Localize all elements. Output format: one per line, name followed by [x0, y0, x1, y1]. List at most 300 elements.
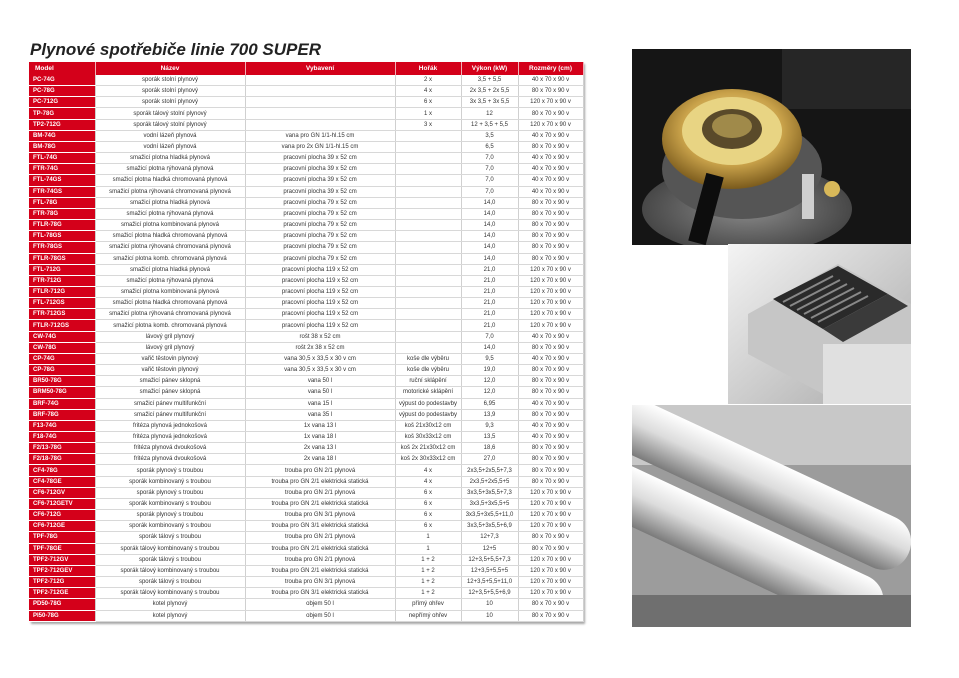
burner-photo	[632, 49, 911, 245]
cell-power: 12+7,3	[461, 532, 518, 543]
cell-equipment: pracovní plocha 79 x 52 cm	[245, 220, 395, 231]
table-row	[29, 197, 583, 208]
cell-burner	[395, 298, 461, 309]
cell-dimensions: 120 x 70 x 90 v	[518, 119, 583, 130]
cell-equipment: trouba pro GN 2/1 plynová	[245, 554, 395, 565]
cell-name: sporák tálový s troubou	[95, 577, 245, 588]
cell-burner: 6 x	[395, 510, 461, 521]
cell-dimensions: 40 x 70 x 90 v	[518, 398, 583, 409]
table-row	[29, 487, 583, 498]
cell-equipment: vana 50 l	[245, 376, 395, 387]
cell-equipment: trouba pro GN 3/1 elektrická statická	[245, 588, 395, 599]
cell-power: 14,0	[461, 208, 518, 219]
cell-equipment: pracovní plocha 119 x 52 cm	[245, 320, 395, 331]
cell-power: 12,0	[461, 376, 518, 387]
cell-dimensions: 40 x 70 x 90 v	[518, 75, 583, 86]
cell-model: CP-78G	[29, 365, 95, 376]
table-row	[29, 130, 583, 141]
cell-name: kotel plynový	[95, 599, 245, 610]
cell-equipment: pracovní plocha 119 x 52 cm	[245, 286, 395, 297]
cell-burner: 6 x	[395, 487, 461, 498]
cell-dimensions: 80 x 70 x 90 v	[518, 108, 583, 119]
cell-equipment: trouba pro GN 2/1 elektrická statická	[245, 565, 395, 576]
cell-name: lávový gril plynový	[95, 342, 245, 353]
cell-burner: 1	[395, 543, 461, 554]
cell-power: 7,0	[461, 153, 518, 164]
table-row	[29, 498, 583, 509]
cell-model: TPF-78G	[29, 532, 95, 543]
cell-model: FTL-74G	[29, 153, 95, 164]
cell-dimensions: 120 x 70 x 90 v	[518, 264, 583, 275]
cell-burner: 4 x	[395, 86, 461, 97]
cell-model: TPF2-712GE	[29, 588, 95, 599]
cell-model: F18-74G	[29, 432, 95, 443]
cell-power: 3,5 + 5,5	[461, 75, 518, 86]
table-row	[29, 510, 583, 521]
cell-name: smažicí plotna hladká plynová	[95, 264, 245, 275]
cell-dimensions: 120 x 70 x 90 v	[518, 487, 583, 498]
table-row	[29, 465, 583, 476]
cell-equipment: 1x vana 18 l	[245, 432, 395, 443]
cell-name: sporák tálový s troubou	[95, 532, 245, 543]
table-row	[29, 532, 583, 543]
cell-model: FTL-78G	[29, 197, 95, 208]
cell-name: vařič těstovin plynový	[95, 365, 245, 376]
table-row	[29, 577, 583, 588]
cell-dimensions: 80 x 70 x 90 v	[518, 220, 583, 231]
cell-burner: 1 + 2	[395, 577, 461, 588]
cell-equipment: vana 35 l	[245, 409, 395, 420]
cell-model: FTR-712GS	[29, 309, 95, 320]
cell-power: 21,0	[461, 298, 518, 309]
cell-dimensions: 80 x 70 x 90 v	[518, 141, 583, 152]
cell-burner: 6 x	[395, 498, 461, 509]
cell-burner: 1 x	[395, 108, 461, 119]
cell-model: BM-78G	[29, 141, 95, 152]
cell-dimensions: 40 x 70 x 90 v	[518, 186, 583, 197]
cell-power: 21,0	[461, 286, 518, 297]
cell-power: 10	[461, 610, 518, 621]
cell-burner: výpust do podestavby	[395, 398, 461, 409]
cell-burner: 1 + 2	[395, 565, 461, 576]
cell-equipment	[245, 108, 395, 119]
cell-equipment: pracovní plocha 39 x 52 cm	[245, 164, 395, 175]
table-row	[29, 231, 583, 242]
cell-model: PC-78G	[29, 86, 95, 97]
cell-name: smažicí plotna hladká chromovaná plynová	[95, 298, 245, 309]
cell-equipment	[245, 119, 395, 130]
cell-dimensions: 120 x 70 x 90 v	[518, 510, 583, 521]
table-row	[29, 275, 583, 286]
cell-name: fritéza plynová jednokošová	[95, 420, 245, 431]
cell-name: smažicí plotna hladká plynová	[95, 197, 245, 208]
cell-power: 21,0	[461, 320, 518, 331]
cell-equipment: vana 30,5 x 33,5 x 30 v cm	[245, 353, 395, 364]
cell-name: sporák kombinovaný s troubou	[95, 521, 245, 532]
cell-dimensions: 40 x 70 x 90 v	[518, 130, 583, 141]
cell-burner: koš 2x 30x33x12 cm	[395, 454, 461, 465]
table-row	[29, 398, 583, 409]
cell-model: FTR-74G	[29, 164, 95, 175]
table-row	[29, 599, 583, 610]
cell-model: CF6-712GE	[29, 521, 95, 532]
cell-burner	[395, 164, 461, 175]
cell-burner	[395, 242, 461, 253]
cell-name: sporák tálový stolní plynový	[95, 108, 245, 119]
table-row	[29, 554, 583, 565]
cell-burner	[395, 220, 461, 231]
cell-burner: 1	[395, 532, 461, 543]
cell-name: smažicí plotna hladká chromovaná plynová	[95, 175, 245, 186]
cell-equipment: objem 50 l	[245, 610, 395, 621]
table-row	[29, 376, 583, 387]
cell-power: 14,0	[461, 220, 518, 231]
cell-burner: 6 x	[395, 97, 461, 108]
cell-dimensions: 80 x 70 x 90 v	[518, 197, 583, 208]
cell-power: 7,0	[461, 186, 518, 197]
table-row	[29, 342, 583, 353]
header-power: Výkon (kW)	[461, 62, 518, 75]
cell-model: PC-74G	[29, 75, 95, 86]
header-dimensions: Rozměry (cm)	[518, 62, 583, 75]
cell-burner: 3 x	[395, 119, 461, 130]
table-row	[29, 387, 583, 398]
table-row	[29, 75, 583, 86]
cell-name: smažicí plotna kombinovaná plynová	[95, 220, 245, 231]
table-row	[29, 409, 583, 420]
cell-power: 13,5	[461, 432, 518, 443]
cell-dimensions: 80 x 70 x 90 v	[518, 610, 583, 621]
cell-model: FTL-712G	[29, 264, 95, 275]
cell-equipment: pracovní plocha 79 x 52 cm	[245, 208, 395, 219]
cell-model: FTL-74GS	[29, 175, 95, 186]
cell-equipment: trouba pro GN 2/1 elektrická statická	[245, 476, 395, 487]
cell-dimensions: 80 x 70 x 90 v	[518, 543, 583, 554]
cell-name: smažicí plotna rýhovaná plynová	[95, 164, 245, 175]
cell-dimensions: 80 x 70 x 90 v	[518, 365, 583, 376]
fryer-basket-photo	[728, 244, 911, 404]
cell-name: smažicí pánev multifunkční	[95, 398, 245, 409]
cell-equipment: trouba pro GN 2/1 elektrická statická	[245, 543, 395, 554]
cell-dimensions: 80 x 70 x 90 v	[518, 86, 583, 97]
table-row	[29, 108, 583, 119]
cell-equipment: trouba pro GN 2/1 plynová	[245, 532, 395, 543]
cell-model: TPF-78GE	[29, 543, 95, 554]
cell-burner	[395, 141, 461, 152]
cell-dimensions: 80 x 70 x 90 v	[518, 387, 583, 398]
cell-burner: 6 x	[395, 521, 461, 532]
table-row	[29, 186, 583, 197]
table-row	[29, 309, 583, 320]
cell-model: CW-78G	[29, 342, 95, 353]
cell-power: 14,0	[461, 197, 518, 208]
cell-model: FTLR-78GS	[29, 253, 95, 264]
table-row	[29, 298, 583, 309]
cell-power: 14,0	[461, 242, 518, 253]
cell-dimensions: 80 x 70 x 90 v	[518, 454, 583, 465]
cell-burner	[395, 186, 461, 197]
cell-power: 14,0	[461, 231, 518, 242]
cell-equipment: trouba pro GN 2/1 plynová	[245, 465, 395, 476]
table-row	[29, 331, 583, 342]
cell-power: 7,0	[461, 164, 518, 175]
table-row	[29, 476, 583, 487]
cell-burner: 1 + 2	[395, 554, 461, 565]
table-row	[29, 119, 583, 130]
cell-power: 12+3,5+5,5+7,3	[461, 554, 518, 565]
cell-model: FTLR-78G	[29, 220, 95, 231]
cell-power: 3x3,5+3x5,5+7,3	[461, 487, 518, 498]
cell-equipment: pracovní plocha 119 x 52 cm	[245, 309, 395, 320]
table-row	[29, 320, 583, 331]
table-row	[29, 588, 583, 599]
cell-dimensions: 80 x 70 x 90 v	[518, 532, 583, 543]
table-row	[29, 220, 583, 231]
cell-model: CF6-712GV	[29, 487, 95, 498]
cell-name: sporák tálový s troubou	[95, 554, 245, 565]
table-body	[29, 75, 583, 621]
cell-burner	[395, 275, 461, 286]
cell-name: smažicí plotna rýhovaná plynová	[95, 208, 245, 219]
cell-dimensions: 120 x 70 x 90 v	[518, 275, 583, 286]
cell-burner	[395, 253, 461, 264]
cell-power: 18,6	[461, 443, 518, 454]
cell-dimensions: 120 x 70 x 90 v	[518, 588, 583, 599]
cell-power: 3x3,5+3x5,5+5	[461, 498, 518, 509]
cell-power: 9,3	[461, 420, 518, 431]
cell-equipment: pracovní plocha 79 x 52 cm	[245, 231, 395, 242]
cell-equipment: trouba pro GN 2/1 plynová	[245, 487, 395, 498]
cell-power: 12	[461, 108, 518, 119]
table-row	[29, 454, 583, 465]
table-row	[29, 264, 583, 275]
cell-equipment: 2x vana 13 l	[245, 443, 395, 454]
cell-dimensions: 40 x 70 x 90 v	[518, 420, 583, 431]
cell-dimensions: 80 x 70 x 90 v	[518, 443, 583, 454]
cell-burner	[395, 342, 461, 353]
cell-name: sporák tálový kombinovaný s troubou	[95, 588, 245, 599]
table-row	[29, 242, 583, 253]
cell-model: F2/18-78G	[29, 454, 95, 465]
cell-equipment: rošt 38 x 52 cm	[245, 331, 395, 342]
cell-dimensions: 80 x 70 x 90 v	[518, 376, 583, 387]
cell-dimensions: 80 x 70 x 90 v	[518, 599, 583, 610]
cell-dimensions: 120 x 70 x 90 v	[518, 565, 583, 576]
cell-equipment: vana pro 2x GN 1/1-hl.15 cm	[245, 141, 395, 152]
table-row	[29, 353, 583, 364]
cell-burner	[395, 130, 461, 141]
cell-power: 12 + 3,5 + 5,5	[461, 119, 518, 130]
cell-name: fritéza plynová dvoukošová	[95, 443, 245, 454]
cell-name: smažicí plotna kombinovaná plynová	[95, 286, 245, 297]
cell-model: CF6-712G	[29, 510, 95, 521]
cell-model: BRF-78G	[29, 409, 95, 420]
cell-equipment: 2x vana 18 l	[245, 454, 395, 465]
cell-dimensions: 80 x 70 x 90 v	[518, 253, 583, 264]
cell-dimensions: 40 x 70 x 90 v	[518, 153, 583, 164]
cell-burner	[395, 320, 461, 331]
header-name: Název	[95, 62, 245, 75]
table-header-row	[29, 62, 583, 75]
cell-burner: 2 x	[395, 75, 461, 86]
cell-burner: 1 + 2	[395, 588, 461, 599]
cell-dimensions: 80 x 70 x 90 v	[518, 476, 583, 487]
cell-model: BRF-74G	[29, 398, 95, 409]
cell-model: CW-74G	[29, 331, 95, 342]
griddle-rollers-photo	[632, 405, 911, 627]
header-burner: Hořák	[395, 62, 461, 75]
product-table-wrapper	[29, 62, 583, 622]
cell-burner: koš 30x33x12 cm	[395, 432, 461, 443]
cell-name: sporák tálový kombinovaný s troubou	[95, 543, 245, 554]
cell-model: BM-74G	[29, 130, 95, 141]
cell-burner: 4 x	[395, 465, 461, 476]
table-row	[29, 208, 583, 219]
cell-dimensions: 120 x 70 x 90 v	[518, 521, 583, 532]
page-title: Plynové spotřebiče linie 700 SUPER	[30, 40, 322, 59]
cell-name: vařič těstovin plynový	[95, 353, 245, 364]
cell-equipment: vana 50 l	[245, 387, 395, 398]
cell-name: sporák kombinovaný s troubou	[95, 476, 245, 487]
cell-name: smažicí plotna komb. chromovaná plynová	[95, 253, 245, 264]
cell-name: vodní lázeň plynová	[95, 141, 245, 152]
cell-power: 7,0	[461, 175, 518, 186]
table-row	[29, 164, 583, 175]
cell-dimensions: 80 x 70 x 90 v	[518, 242, 583, 253]
table-row	[29, 432, 583, 443]
cell-model: TP2-712G	[29, 119, 95, 130]
cell-name: fritéza plynová dvoukošová	[95, 454, 245, 465]
cell-model: BRM50-78G	[29, 387, 95, 398]
table-row	[29, 420, 583, 431]
cell-power: 12+3,5+5,5+5	[461, 565, 518, 576]
header-equipment: Vybavení	[245, 62, 395, 75]
table-row	[29, 521, 583, 532]
cell-burner	[395, 309, 461, 320]
cell-model: F2/13-78G	[29, 443, 95, 454]
cell-equipment	[245, 86, 395, 97]
cell-model: PC-712G	[29, 97, 95, 108]
cell-burner	[395, 286, 461, 297]
cell-name: smažicí plotna rýhovaná plynová	[95, 275, 245, 286]
cell-dimensions: 40 x 70 x 90 v	[518, 331, 583, 342]
table-row	[29, 565, 583, 576]
cell-name: lávový gril plynový	[95, 331, 245, 342]
cell-equipment	[245, 97, 395, 108]
cell-equipment: vana 15 l	[245, 398, 395, 409]
cell-burner: ruční sklápění	[395, 376, 461, 387]
cell-equipment: pracovní plocha 119 x 52 cm	[245, 298, 395, 309]
cell-dimensions: 80 x 70 x 90 v	[518, 208, 583, 219]
cell-name: smažicí pánev multifunkční	[95, 409, 245, 420]
cell-power: 3x3,5+3x5,5+11,0	[461, 510, 518, 521]
cell-name: smažicí plotna komb. chromovaná plynová	[95, 320, 245, 331]
table-row	[29, 365, 583, 376]
table-row	[29, 443, 583, 454]
cell-dimensions: 120 x 70 x 90 v	[518, 320, 583, 331]
cell-model: FTR-712G	[29, 275, 95, 286]
cell-power: 13,9	[461, 409, 518, 420]
cell-dimensions: 40 x 70 x 90 v	[518, 164, 583, 175]
cell-name: sporák plynový s troubou	[95, 510, 245, 521]
cell-name: smažicí plotna hladká chromovaná plynová	[95, 231, 245, 242]
cell-dimensions: 40 x 70 x 90 v	[518, 432, 583, 443]
cell-dimensions: 120 x 70 x 90 v	[518, 577, 583, 588]
cell-dimensions: 120 x 70 x 90 v	[518, 286, 583, 297]
cell-power: 21,0	[461, 264, 518, 275]
cell-name: vodní lázeň plynová	[95, 130, 245, 141]
cell-equipment: vana pro GN 1/1-hl.15 cm	[245, 130, 395, 141]
cell-model: CF4-78G	[29, 465, 95, 476]
cell-equipment: pracovní plocha 39 x 52 cm	[245, 153, 395, 164]
cell-burner	[395, 208, 461, 219]
cell-burner: výpust do podestavby	[395, 409, 461, 420]
cell-dimensions: 40 x 70 x 90 v	[518, 175, 583, 186]
cell-model: PI50-78G	[29, 610, 95, 621]
cell-equipment: vana 30,5 x 33,5 x 30 v cm	[245, 365, 395, 376]
cell-equipment: pracovní plocha 39 x 52 cm	[245, 175, 395, 186]
cell-power: 3x3,5+3x5,5+6,9	[461, 521, 518, 532]
cell-name: fritéza plynová jednokošová	[95, 432, 245, 443]
cell-dimensions: 120 x 70 x 90 v	[518, 498, 583, 509]
cell-name: smažicí plotna rýhovaná chromovaná plynová	[95, 186, 245, 197]
cell-equipment: rošt 2x 38 x 52 cm	[245, 342, 395, 353]
cell-dimensions: 80 x 70 x 90 v	[518, 465, 583, 476]
cell-power: 12+3,5+5,5+11,0	[461, 577, 518, 588]
cell-equipment: pracovní plocha 119 x 52 cm	[245, 275, 395, 286]
cell-burner	[395, 264, 461, 275]
cell-name: sporák tálový stolní plynový	[95, 119, 245, 130]
cell-model: F13-74G	[29, 420, 95, 431]
cell-model: TP-78G	[29, 108, 95, 119]
cell-burner	[395, 331, 461, 342]
cell-model: FTR-78G	[29, 208, 95, 219]
cell-power: 2x 3,5 + 2x 5,5	[461, 86, 518, 97]
cell-dimensions: 120 x 70 x 90 v	[518, 309, 583, 320]
cell-power: 2x3,5+2x5,5+5	[461, 476, 518, 487]
cell-model: CF6-712GETV	[29, 498, 95, 509]
cell-dimensions: 80 x 70 x 90 v	[518, 409, 583, 420]
cell-name: sporák stolní plynový	[95, 75, 245, 86]
cell-dimensions: 80 x 70 x 90 v	[518, 231, 583, 242]
cell-power: 21,0	[461, 309, 518, 320]
cell-burner	[395, 153, 461, 164]
cell-power: 12,0	[461, 387, 518, 398]
cell-burner	[395, 231, 461, 242]
cell-name: kotel plynový	[95, 610, 245, 621]
cell-power: 6,95	[461, 398, 518, 409]
cell-equipment: 1x vana 13 l	[245, 420, 395, 431]
table-row	[29, 97, 583, 108]
cell-dimensions: 120 x 70 x 90 v	[518, 298, 583, 309]
cell-equipment: pracovní plocha 119 x 52 cm	[245, 264, 395, 275]
cell-power: 10	[461, 599, 518, 610]
cell-model: FTLR-712G	[29, 286, 95, 297]
cell-dimensions: 40 x 70 x 90 v	[518, 353, 583, 364]
table-row	[29, 543, 583, 554]
cell-name: sporák stolní plynový	[95, 97, 245, 108]
cell-burner: motorické sklápění	[395, 387, 461, 398]
table-row	[29, 253, 583, 264]
cell-equipment: objem 50 l	[245, 599, 395, 610]
cell-power: 3,5	[461, 130, 518, 141]
table-row	[29, 175, 583, 186]
cell-name: sporák stolní plynový	[95, 86, 245, 97]
cell-equipment: pracovní plocha 79 x 52 cm	[245, 197, 395, 208]
cell-burner	[395, 197, 461, 208]
cell-name: smažicí plotna rýhovaná chromovaná plynová	[95, 242, 245, 253]
header-model: Model	[29, 62, 95, 75]
